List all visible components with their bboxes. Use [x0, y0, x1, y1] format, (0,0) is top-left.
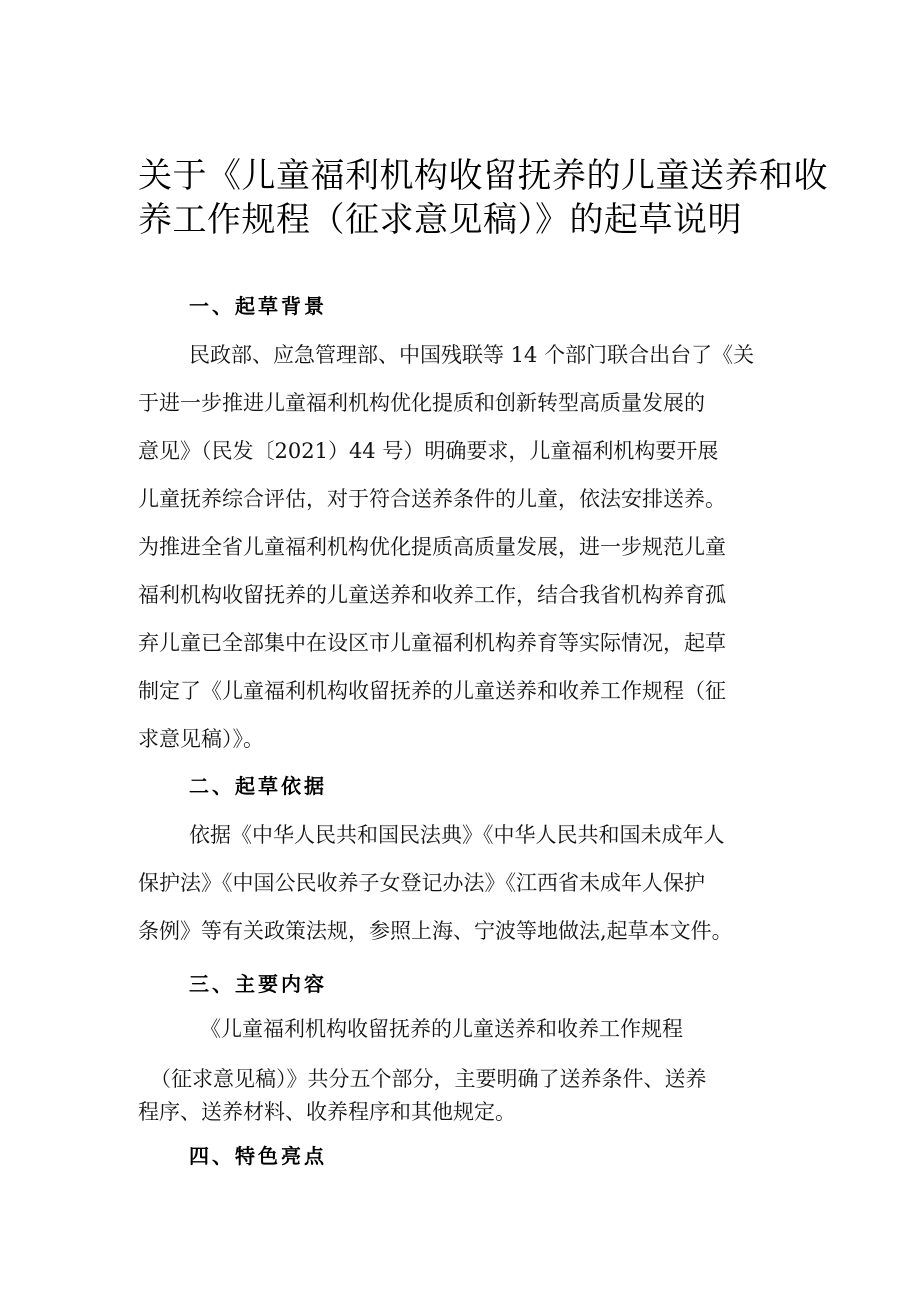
- paragraph-line: 福利机构收留抚养的儿童送养和收养工作，结合我省机构养育孤: [138, 583, 726, 607]
- paragraph-line: 程序、送养材料、收养程序和其他规定。: [138, 1100, 516, 1124]
- paragraph-line: 意见》（民发〔2021）44 号）明确要求，儿童福利机构要开展: [138, 439, 719, 463]
- paragraph-line: 保护法》《中国公民收养子女登记办法》《江西省未成年人保护: [138, 871, 705, 895]
- section-heading-background: 一、起草背景: [189, 294, 327, 318]
- paragraph-line: 依据《中华人民共和国民法典》《中华人民共和国未成年人: [189, 823, 725, 847]
- section-heading-basis: 二、起草依据: [189, 774, 327, 798]
- document-title-line-2: 养工作规程（征求意见稿）》的起草说明: [138, 200, 742, 240]
- paragraph-line: 弃儿童已全部集中在设区市儿童福利机构养育等实际情况，起草: [138, 631, 726, 655]
- document-title-line-1: 关于《儿童福利机构收留抚养的儿童送养和收: [138, 156, 828, 196]
- paragraph-line: 制定了《儿童福利机构收留抚养的儿童送养和收养工作规程（征: [138, 679, 726, 703]
- paragraph-line: 儿童抚养综合评估，对于符合送养条件的儿童，依法安排送养。: [138, 487, 726, 511]
- section-heading-highlights: 四、特色亮点: [189, 1144, 327, 1168]
- paragraph-line: （征求意见稿）》共分五个部分，主要明确了送养条件、送养: [150, 1067, 707, 1091]
- paragraph-line: 民政部、应急管理部、中国残联等 14 个部门联合出台了《关: [189, 343, 755, 367]
- paragraph-line: 《儿童福利机构收留抚养的儿童送养和收养工作规程: [200, 1017, 683, 1041]
- paragraph-line: 求意见稿）》。: [138, 727, 264, 751]
- section-heading-main-content: 三、主要内容: [189, 972, 327, 996]
- paragraph-line: 为推进全省儿童福利机构优化提质高质量发展，进一步规范儿童: [138, 535, 726, 559]
- paragraph-line: 于进一步推进儿童福利机构优化提质和创新转型高质量发展的: [138, 391, 705, 415]
- paragraph-line: 条例》等有关政策法规，参照上海、宁波等地做法,起草本文件。: [138, 919, 733, 943]
